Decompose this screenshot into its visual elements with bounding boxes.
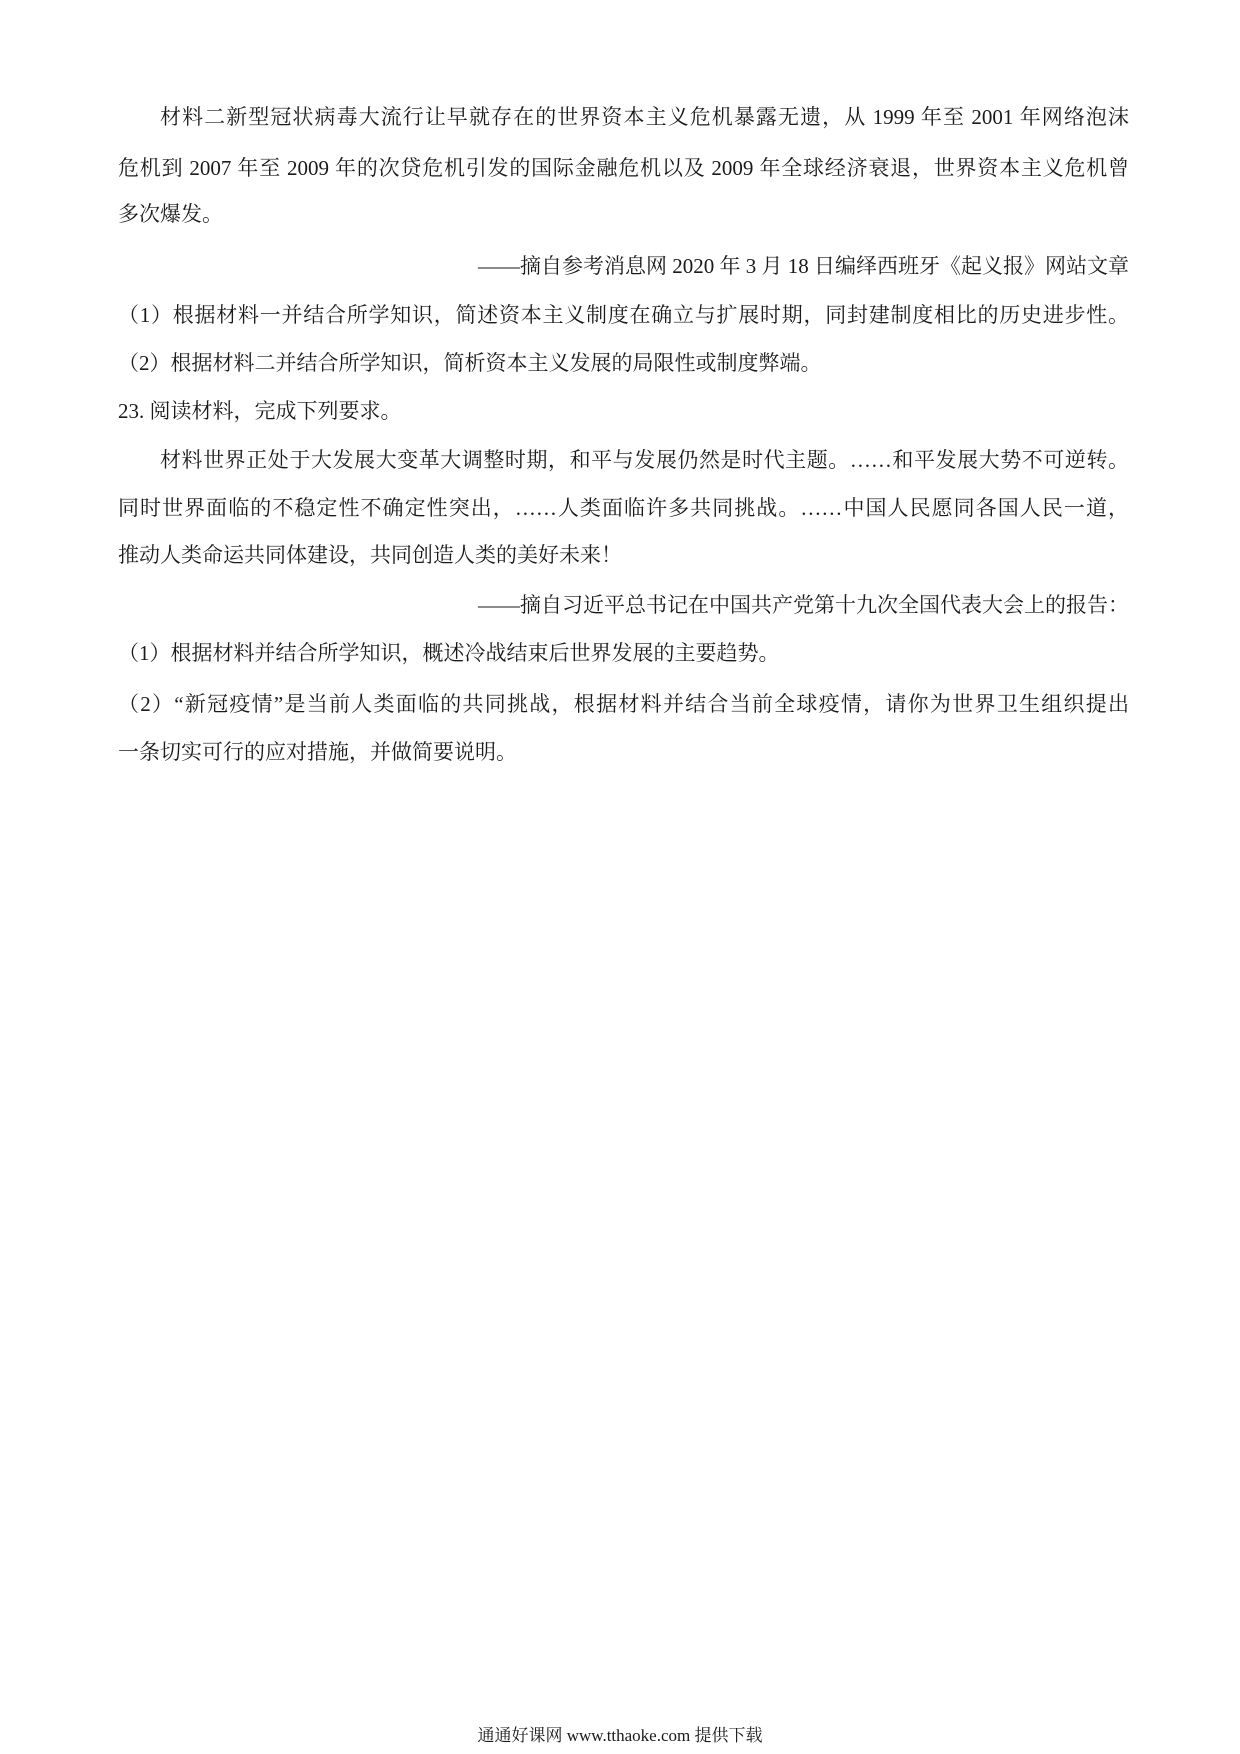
material-2-line: 危机到 2007 年至 2009 年的次贷危机引发的国际金融危机以及 2009 年全球经济衰退，世界资本主义危机曾 <box>118 156 1129 180</box>
question-23-heading: 23. 阅读材料，完成下列要求。 <box>118 399 402 423</box>
question-23-material-line: 材料世界正处于大发展大变革大调整时期，和平与发展仍然是时代主题。……和平发展大势不可逆转。 <box>160 448 1129 472</box>
material-2-line: 多次爆发。 <box>118 202 223 226</box>
question-23-sub-question-1: （1）根据材料并结合所学知识，概述冷战结束后世界发展的主要趋势。 <box>118 641 780 665</box>
question-23-source-citation: ——摘自习近平总书记在中国共产党第十九次全国代表大会上的报告： <box>478 593 1129 617</box>
material-2-source-citation: ——摘自参考消息网 2020 年 3 月 18 日编绎西班牙《起义报》网站文章 <box>478 254 1129 278</box>
sub-question-1: （1）根据材料一并结合所学知识，简述资本主义制度在确立与扩展时期，同封建制度相比的历史进步性。 <box>118 303 1129 327</box>
page-footer: 通通好课网 www.tthaoke.com 提供下载 <box>477 1726 763 1745</box>
question-23-material-line: 推动人类命运共同体建设，共同创造人类的美好未来！ <box>118 543 622 567</box>
material-2-line: 材料二新型冠状病毒大流行让早就存在的世界资本主义危机暴露无遗，从 1999 年至 2001 年网络泡沫 <box>160 105 1129 129</box>
question-23-material-line: 同时世界面临的不稳定性不确定性突出，……人类面临许多共同挑战。……中国人民愿同各国人民一道， <box>118 496 1129 520</box>
question-23-sub-question-2-line: 一条切实可行的应对措施，并做简要说明。 <box>118 740 517 764</box>
sub-question-2: （2）根据材料二并结合所学知识，简析资本主义发展的局限性或制度弊端。 <box>118 351 822 375</box>
question-23-sub-question-2-line: （2）“新冠疫情”是当前人类面临的共同挑战，根据材料并结合当前全球疫情，请你为世界卫生组织提出 <box>118 692 1129 716</box>
